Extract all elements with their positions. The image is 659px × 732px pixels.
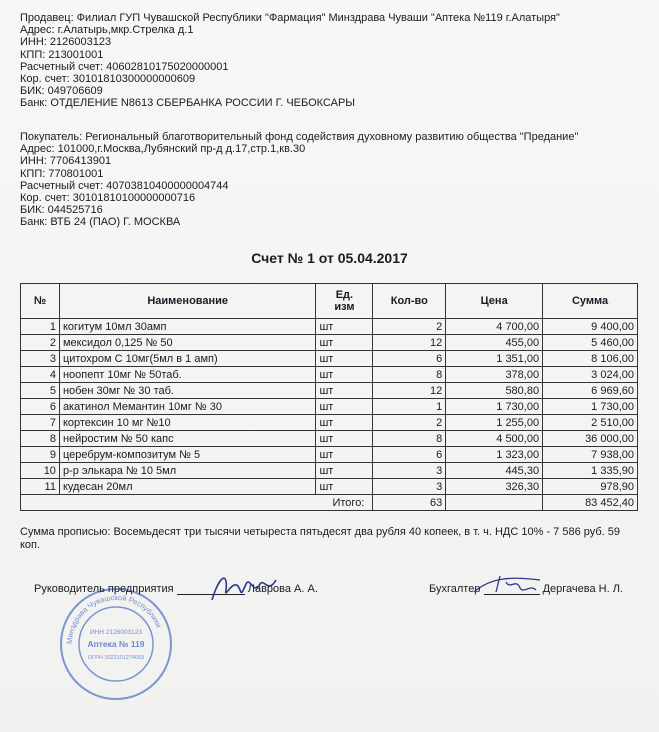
- cell-price: 378,00: [446, 367, 543, 383]
- table-row: [21, 447, 638, 463]
- cell-sum: 1 730,00: [543, 399, 638, 415]
- cell-name: акатинол Мемантин 10мг № 30: [59, 399, 316, 415]
- cell-sum: 9 400,00: [543, 319, 638, 335]
- cell-price: 326,30: [446, 479, 543, 495]
- cell-price: 4 500,00: [446, 431, 543, 447]
- accountant-handwritten-signature: [470, 570, 550, 600]
- cell-qty: 12: [373, 335, 446, 351]
- buyer-block: [20, 131, 578, 229]
- cell-unit: шт: [316, 431, 373, 447]
- seller-kpp: КПП: 213001001: [20, 48, 104, 61]
- buyer-bank: Банк: ВТБ 24 (ПАО) Г. МОСКВА: [20, 216, 181, 229]
- buyer-account: Расчетный счет: 40703810400000004744: [20, 179, 229, 192]
- amount-in-words: Сумма прописью: Восемьдесят три тысячи четыреста пятьдесят два рубля 40 копеек, в т. ч. НДС 10% - 7 586 руб. 59 коп.: [20, 526, 621, 551]
- cell-unit: шт: [316, 399, 373, 415]
- cell-name: мексидол 0,125 № 50: [59, 335, 316, 351]
- cell-num: 5: [21, 383, 60, 399]
- cell-name: церебрум-композитум № 5: [59, 447, 316, 463]
- cell-name: кортексин 10 мг №10: [59, 415, 316, 431]
- cell-price: 1 255,00: [446, 415, 543, 431]
- cell-qty: 8: [373, 367, 446, 383]
- cell-unit: шт: [316, 463, 373, 479]
- seller-account: Расчетный счет: 40602810175020000001: [20, 60, 229, 73]
- table-row: [21, 415, 638, 431]
- cell-name: когитум 10мл 30амп: [59, 319, 316, 335]
- cell-num: 2: [21, 335, 60, 351]
- cell-qty: 8: [373, 431, 446, 447]
- cell-sum: 1 335,90: [543, 463, 638, 479]
- cell-qty: 1: [373, 399, 446, 415]
- cell-name: нобен 30мг № 30 таб.: [59, 383, 316, 399]
- table-row: [21, 479, 638, 495]
- cell-qty: 2: [373, 415, 446, 431]
- cell-price: 1 730,00: [446, 399, 543, 415]
- cell-num: 1: [21, 319, 60, 335]
- cell-num: 6: [21, 399, 60, 415]
- cell-price: 1 323,00: [446, 447, 543, 463]
- seller-bik: БИК: 049706609: [20, 85, 103, 98]
- table-row: [21, 351, 638, 367]
- table-row: [21, 335, 638, 351]
- cell-qty: 6: [373, 447, 446, 463]
- cell-qty: 3: [373, 463, 446, 479]
- cell-name: цитохром С 10мг(5мл в 1 амп): [59, 351, 316, 367]
- cell-sum: 36 000,00: [543, 431, 638, 447]
- total-row: [21, 495, 638, 511]
- header-qty: Кол-во: [373, 284, 446, 319]
- seller-block: [20, 12, 560, 110]
- table-row: [21, 463, 638, 479]
- cell-qty: 12: [373, 383, 446, 399]
- buyer-address: Адрес: 101000,г.Москва,Лубянский пр-д д.17,стр.1,кв.30: [20, 143, 306, 156]
- items-table: [20, 283, 638, 511]
- cell-unit: шт: [316, 415, 373, 431]
- round-stamp: [58, 586, 174, 702]
- cell-unit: шт: [316, 367, 373, 383]
- cell-num: 3: [21, 351, 60, 367]
- accountant-label: Бухгалтер: [429, 583, 481, 595]
- stamp-inn: ИНН 2126003123: [89, 629, 143, 636]
- seller-name: Продавец: Филиал ГУП Чувашской Республики "Фармация" Минздрава Чуваши "Аптека №119 г.Алатыря": [20, 12, 560, 24]
- total-empty: [446, 495, 543, 511]
- table-row: [21, 319, 638, 335]
- cell-qty: 6: [373, 351, 446, 367]
- header-name: Наименование: [59, 284, 316, 319]
- cell-num: 10: [21, 463, 60, 479]
- buyer-bik: БИК: 044525716: [20, 204, 103, 217]
- director-name: Лаврова А. А.: [247, 583, 318, 595]
- header-unit: [316, 284, 373, 319]
- header-price: Цена: [446, 284, 543, 319]
- cell-num: 4: [21, 367, 60, 383]
- cell-sum: 8 106,00: [543, 351, 638, 367]
- cell-price: 4 700,00: [446, 319, 543, 335]
- cell-name: нейростим № 50 капс: [59, 431, 316, 447]
- cell-unit: шт: [316, 447, 373, 463]
- cell-unit: шт: [316, 319, 373, 335]
- seller-address: Адрес: г.Алатырь,мкр.Стрелка д.1: [20, 24, 194, 37]
- cell-num: 9: [21, 447, 60, 463]
- cell-qty: 2: [373, 319, 446, 335]
- cell-num: 7: [21, 415, 60, 431]
- cell-price: 1 351,00: [446, 351, 543, 367]
- table-body: [21, 319, 638, 511]
- director-handwritten-signature: [206, 570, 286, 606]
- stamp-ring-text: Минздрава Чувашской Республики: [64, 592, 164, 645]
- cell-price: 455,00: [446, 335, 543, 351]
- buyer-corr-account: Кор. счет: 30101810100000000716: [20, 192, 196, 205]
- table-header-row: [21, 284, 638, 319]
- header-sum: Сумма: [543, 284, 638, 319]
- stamp-ogrn: ОГРН 1022101274093: [87, 655, 145, 661]
- total-sum: 83 452,40: [543, 495, 638, 511]
- buyer-inn: ИНН: 7706413901: [20, 155, 112, 168]
- cell-name: р-р элькара № 10 5мл: [59, 463, 316, 479]
- cell-sum: 3 024,00: [543, 367, 638, 383]
- cell-sum: 6 969,60: [543, 383, 638, 399]
- cell-name: кудесан 20мл: [59, 479, 316, 495]
- cell-unit: шт: [316, 351, 373, 367]
- header-num: №: [21, 284, 60, 319]
- cell-price: 445,30: [446, 463, 543, 479]
- table-row: [21, 431, 638, 447]
- seller-bank: Банк: ОТДЕЛЕНИЕ N8613 СБЕРБАНКА РОССИИ Г. ЧЕБОКСАРЫ: [20, 97, 356, 110]
- table-row: [21, 383, 638, 399]
- cell-price: 580,80: [446, 383, 543, 399]
- cell-unit: шт: [316, 335, 373, 351]
- cell-name: ноопепт 10мг № 50таб.: [59, 367, 316, 383]
- cell-sum: 978,90: [543, 479, 638, 495]
- invoice-title: Счет № 1 от 05.04.2017: [251, 250, 408, 266]
- table-row: [21, 367, 638, 383]
- stamp-center-text: Аптека № 119: [87, 639, 145, 649]
- cell-unit: шт: [316, 479, 373, 495]
- total-label: Итого:: [21, 495, 373, 511]
- cell-qty: 3: [373, 479, 446, 495]
- cell-sum: 2 510,00: [543, 415, 638, 431]
- seller-inn: ИНН: 2126003123: [20, 36, 112, 49]
- table-row: [21, 399, 638, 415]
- cell-unit: шт: [316, 383, 373, 399]
- buyer-name: Покупатель: Региональный благотворительный фонд содействия духовному развитию общества "Предание": [20, 131, 579, 143]
- seller-corr-account: Кор. счет: 30101810300000000609: [20, 73, 196, 86]
- cell-num: 8: [21, 431, 60, 447]
- header-unit-line1: Ед.: [335, 289, 354, 301]
- header-unit-line2: изм: [334, 301, 355, 313]
- cell-sum: 7 938,00: [543, 447, 638, 463]
- director-label: Руководитель предприятия: [34, 583, 174, 595]
- cell-num: 11: [21, 479, 60, 495]
- total-qty: 63: [373, 495, 446, 511]
- accountant-name: Дергачева Н. Л.: [542, 583, 623, 595]
- buyer-kpp: КПП: 770801001: [20, 167, 104, 180]
- cell-sum: 5 460,00: [543, 335, 638, 351]
